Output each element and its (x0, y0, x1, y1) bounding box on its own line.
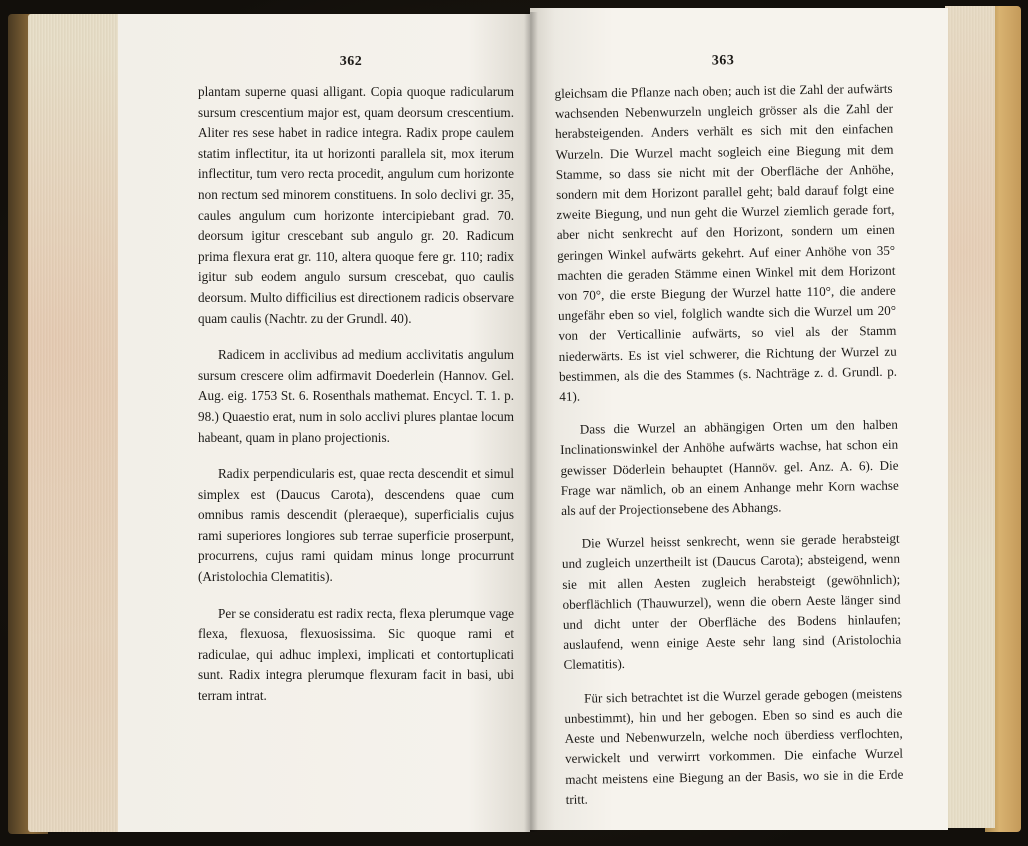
book-gutter (524, 12, 538, 832)
page-number-left: 362 (339, 54, 363, 69)
left-paragraph-3: Radix perpendicularis est, quae recta descendit et simul simplex est (Daucus Carota), descendens quae cum omnibus ramis descendit (pleraeque), superficialis cujus rami superiores longiores sub terrae superficie proserpunt, procurrens, cujus rami quidam minus longe procurrunt (Aristolochia Clematitis). (198, 466, 514, 585)
right-page (530, 8, 948, 830)
left-page (118, 14, 530, 832)
left-paragraph-2: Radicem in acclivibus ad medium acclivitatis angulum sursum crescere olim adfirmavit Doederlein (Hannov. Gel. Aug. eig. 1753 St. 6. Rosenthals mathemat. Encycl. T. 1. p. 98.) Quaestio erat, num in solo acclivi plures plantae locum habeant, quam in plano projectionis. (198, 347, 514, 445)
right-paragraph-3: Die Wurzel heisst senkrecht, wenn sie gerade herabsteigt und zugleich unzertheilt ist (Daucus Carota); absteigend, wenn sie mit allen Aesten zugleich herabsteigt (gewöhnlich); oberflächlich (Thauwurzel), wenn die obern Aeste länger sind und dicht unter der Oberfläche des Bodens hinlaufen; auslaufend, wenn einige Aeste sehr lang sind (Aristolochia Clematitis). (561, 530, 902, 673)
left-paragraph-1: plantam superne quasi alligant. Copia quoque radicularum sursum crescentium major est, quam deorsum crescentium. Aliter res sese habet in radice integra. Radix prope caulem statim inflectitur, ita ut horizonti parallela sit, mox iterum inflectitur, tum vero recta procedit, angulum cum horizonte non rectum sed minorem constituens. In solo declivi gr. 35, caules angulum cum horizonte intercipiebant grad. 70. deorsum igitur crescebant sub angulo gr. 20. Radicum prima flexura erat gr. 110, altera quoque fere gr. 110; radix igitur sub eodem angulo sursum crescebat, quo caulis deorsum. Multo difficilius est directionem radicis observare quam caulis (Nachtr. zu der Grundl. 40). (198, 84, 514, 326)
page-edges-left (28, 14, 120, 832)
right-paragraph-1: gleichsam die Pflanze nach oben; auch ist die Zahl der aufwärts wachsenden Nebenwurzeln ungleich grösser als die Zahl der herabsteigenden. Anders verhält es sich mit den einfachen Wurzeln. Die Wurzel macht sogleich eine Biegung mit dem Stamme, so dass sie nicht mit der Oberfläche der Anhöhe, sondern mit dem Horizont parallel geht; bald darauf folgt eine zweite Biegung, und nun geht die Wurzel ziemlich gerade fort, aber nicht senkrecht auf den Horizont, sondern um einen geringen Winkel aufwärts gekehrt. Auf einer Anhöhe von 35° machten die geraden Stämme einen Winkel mit dem Horizont von 70°, die erste Biegung der Wurzel hatte 110°, die andere ungefähr eben so viel, folglich wandte sich die Wurzel um 20° von der Verticallinie aufwärts, so viel als der Stamm niederwärts. Es ist viel schwerer, die Richtung der Wurzel zu bestimmen, als die des Stammes (s. Nachträge z. d. Grundl. p. 41). (554, 80, 898, 405)
page-number-right: 363 (711, 53, 735, 69)
right-page-body (554, 51, 904, 810)
left-paragraph-4: Per se consideratu est radix recta, flexa plerumque vage flexa, flexuosa, flexuosissima. Sic quoque rami et radiculae, qui adhuc implexi, implicati et contortuplicati sunt. Radix integra plerumque flexuram facit in basi, ubi terram intrat. (198, 605, 514, 704)
right-paragraph-2: Dass die Wurzel an abhängigen Orten um den halben Inclinationswinkel der Anhöhe aufwärts wachse, hat schon ein gewisser Döderlein behauptet (Hannöv. gel. Anz. A. 6). Die Frage war nämlich, ob an einem Anhange mehr Korn wachse als auf der Projectionsebene des Abhangs. (560, 416, 899, 519)
right-paragraph-4: Für sich betrachtet ist die Wurzel gerade gebogen (meistens unbestimmt), hin und her gebogen. Eben so sind es auch die Aeste und Nebenwurzeln, welche noch überdiess verflochten, verwickelt und verwirrt vorkommen. Die einfache Wurzel macht meistens eine Biegung an der Basis, wo sie in die Erde tritt. (564, 685, 904, 807)
page-edges-right (945, 6, 995, 828)
